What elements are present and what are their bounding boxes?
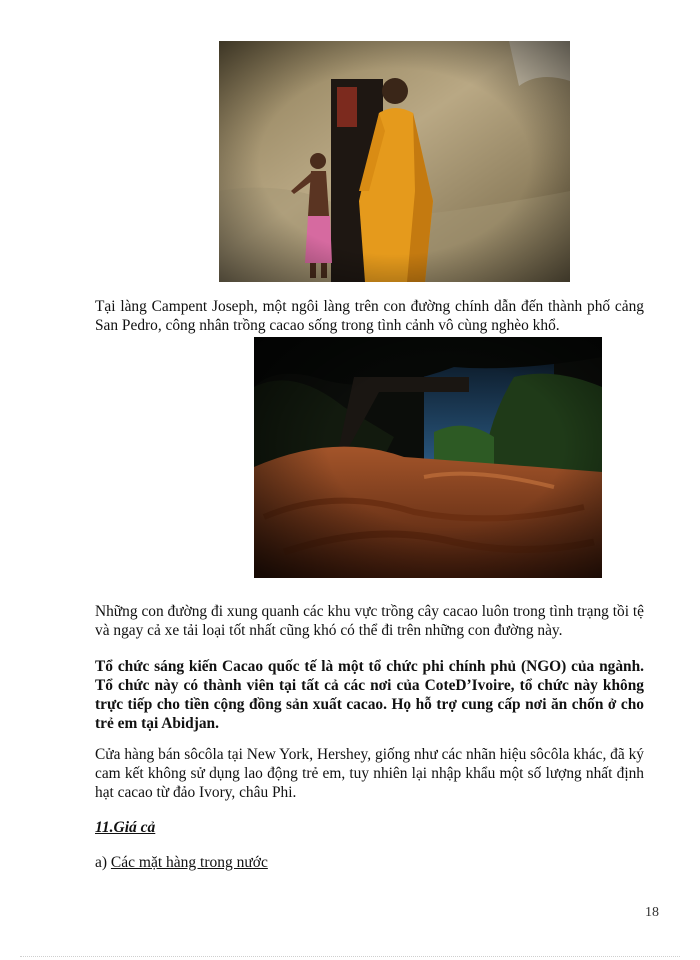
page-number: 18 (645, 905, 659, 920)
village-caption: Tại làng Campent Joseph, một ngôi làng trên con đường chính dẫn đến thành phố cảng San Pedro, công nhân trồng cacao sống trong tình cảnh vô cùng nghèo khổ. (95, 298, 644, 334)
section-heading: 11.Giá cả (95, 819, 156, 836)
village-photo-image (219, 41, 570, 282)
roads-paragraph: Những con đường đi xung quanh các khu vực trồng cây cacao luôn trong tình trạng tồi tệ và ngay cả xe tải loại tốt nhất cũng khó có thể đi trên những con đường này. (95, 603, 644, 639)
village-photo (219, 41, 570, 282)
organization-paragraph: Tổ chức sáng kiến Cacao quốc tế là một tổ chức phi chính phủ (NGO) của ngành. Tổ chức này có thành viên tại tất cả các nơi của CoteD’Ivoire, tổ chức này không trực tiếp cho tiền cộng đồng sản xuất cacao. Họ hỗ trợ cung cấp nơi ăn chốn ở cho trẻ em tại Abidjan. (95, 658, 644, 732)
chocolate-store-paragraph: Cửa hàng bán sôcôla tại New York, Hershey, giống như các nhãn hiệu sôcôla khác, đã ký cam kết không sử dụng lao động trẻ em, tuy nhiên lại nhập khẩu một số lượng nhất định hạt cacao từ đảo Ivory, châu Phi. (95, 746, 644, 801)
muddy-road-photo-image (254, 337, 602, 578)
subheading-prefix: a) (95, 854, 111, 871)
subheading-title: Các mặt hàng trong nước (110, 854, 268, 871)
muddy-road-photo (254, 337, 602, 578)
page-bottom-border (20, 956, 680, 957)
subheading (95, 854, 268, 872)
